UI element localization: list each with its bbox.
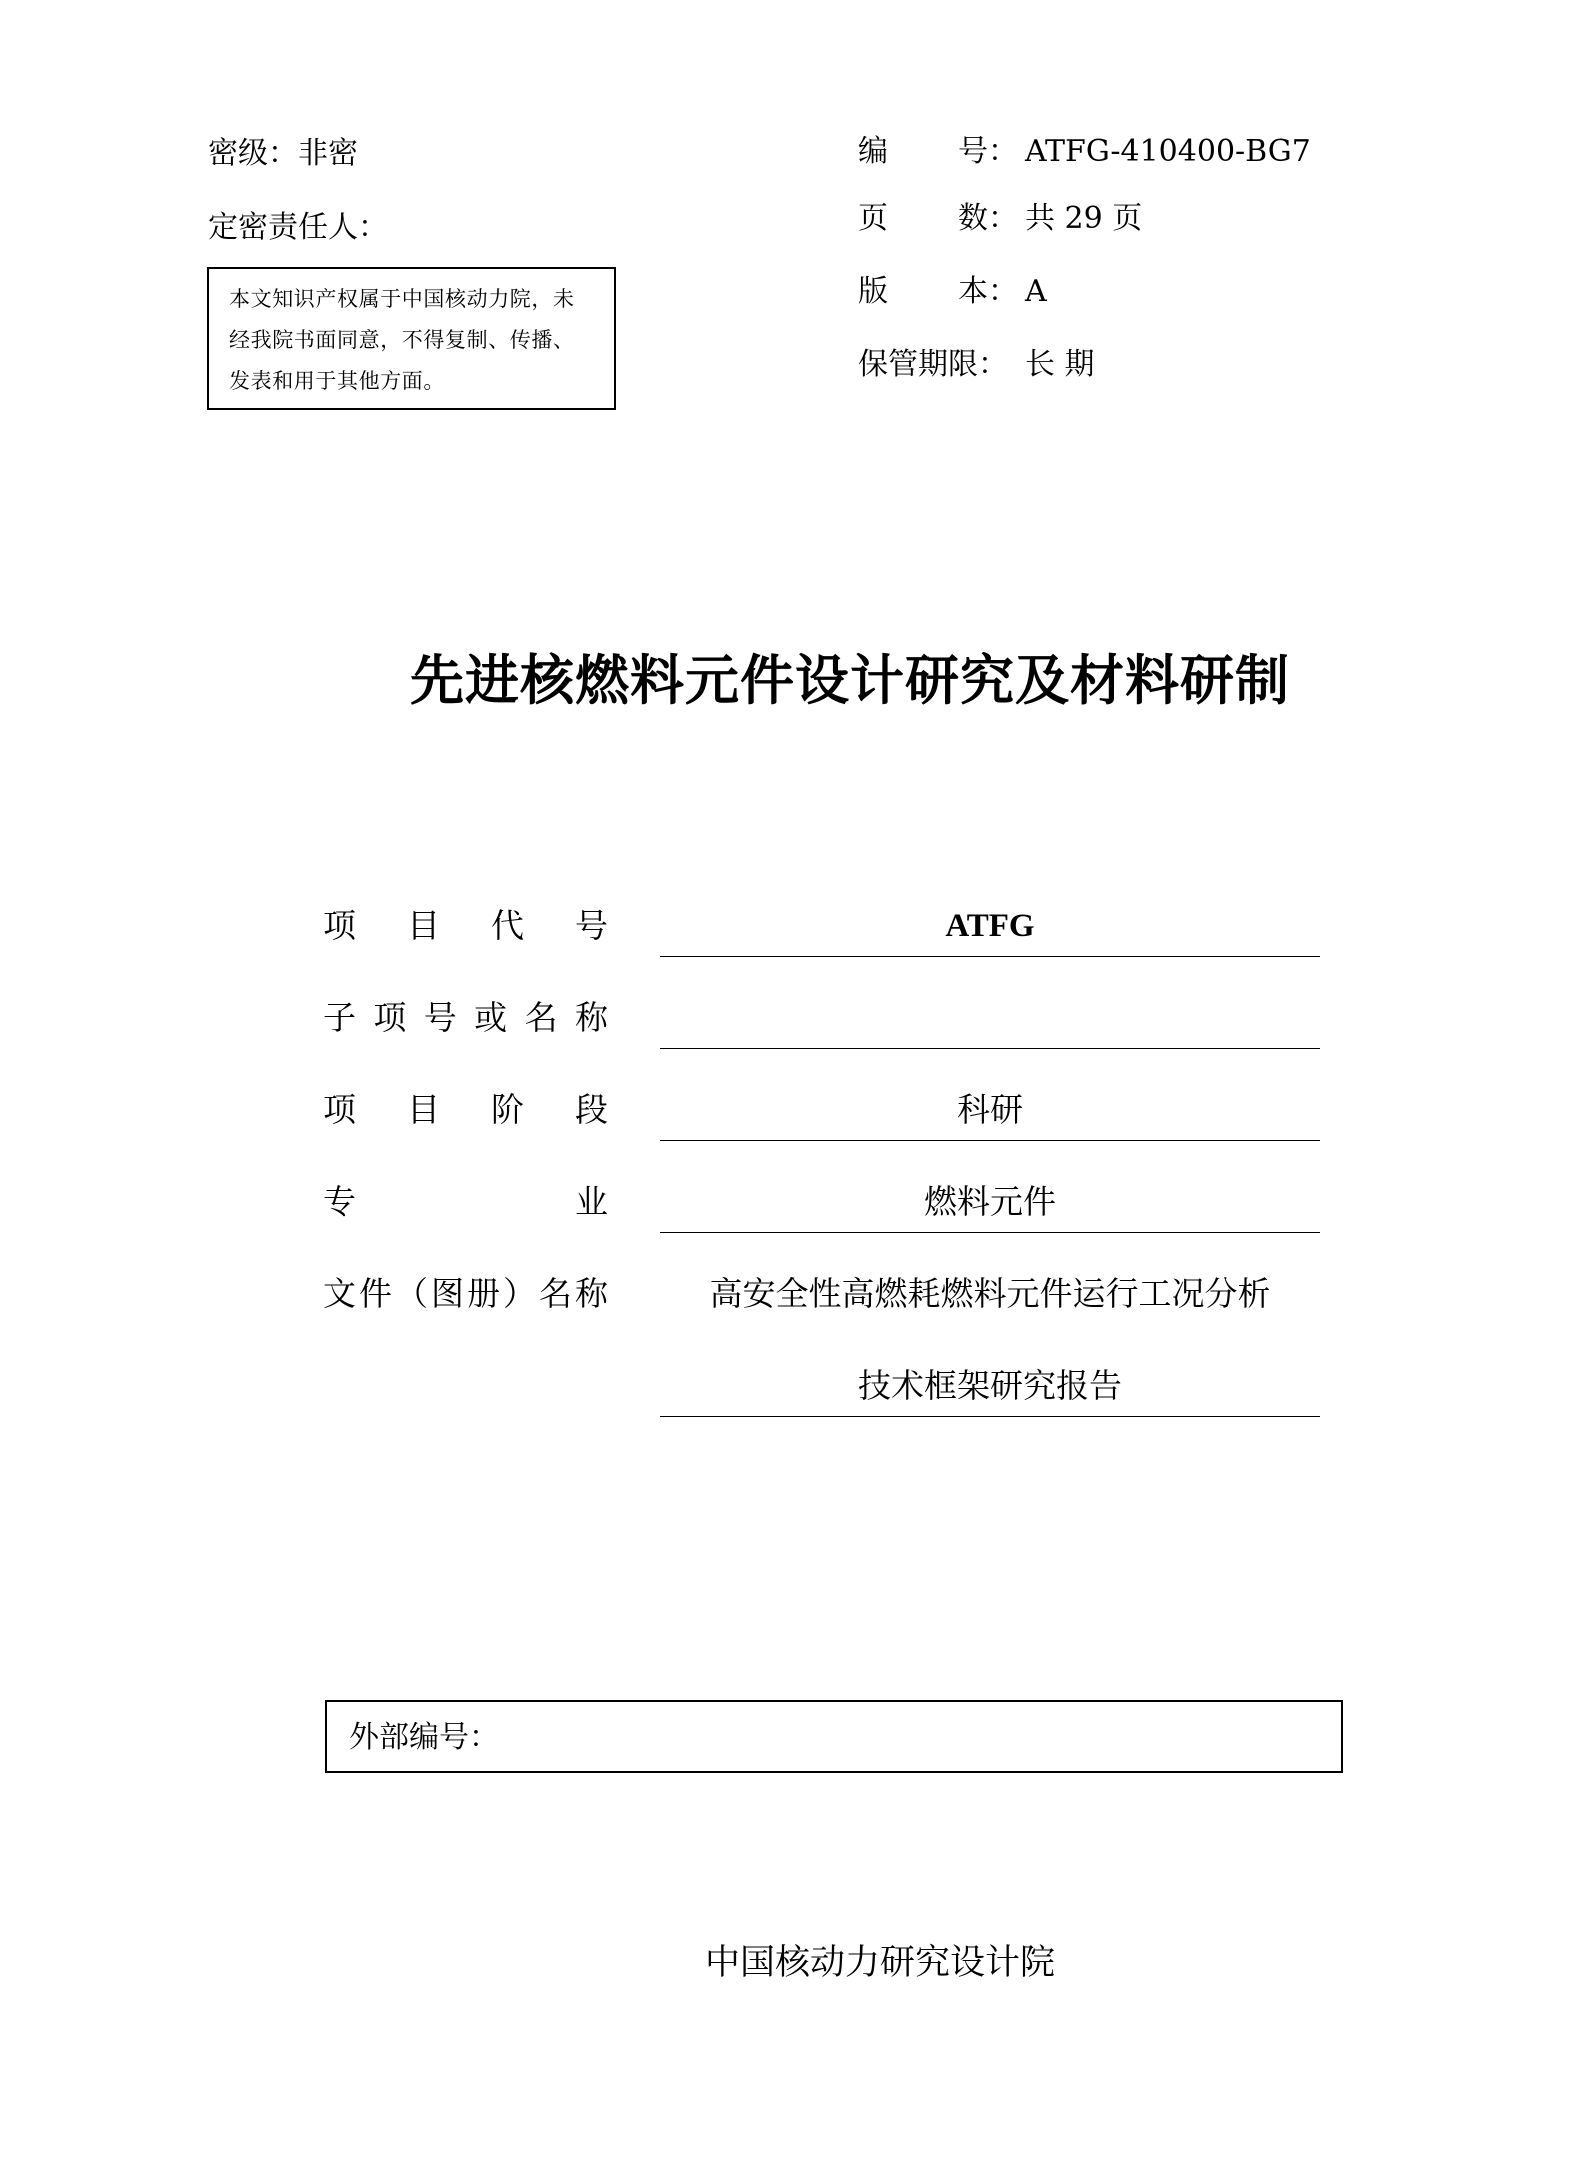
retention-value: 长 期 (1025, 347, 1095, 382)
external-number-label: 外部编号： (349, 1720, 499, 1755)
retention-label: 保管期限： (858, 347, 1008, 382)
project-code-label: 项 目 代 号 (323, 906, 608, 945)
project-stage-label: 项 目 阶 段 (323, 1090, 608, 1129)
institute-name: 中国核动力研究设计院 (704, 1943, 1055, 1983)
external-number-box (325, 1700, 1343, 1773)
copyright-notice: 本文知识产权属于中国核动力院，未经我院书面同意，不得复制、传播、发表和用于其他方面。 (207, 267, 616, 410)
page-count-label: 页 数： (858, 201, 1018, 236)
project-stage-value: 科研 (957, 1090, 1023, 1129)
document-title: 先进核燃料元件设计研究及材料研制 (410, 649, 1290, 712)
specialty-underline (660, 1232, 1320, 1233)
version-value: A (1025, 274, 1047, 309)
doc-number-value: ATFG-410400-BG7 (1025, 134, 1311, 169)
project-code-underline (660, 956, 1320, 957)
project-stage-underline (660, 1140, 1320, 1141)
doc-name-value-line1: 高安全性高燃耗燃料元件运行工况分析 (709, 1274, 1271, 1313)
version-label: 版 本： (858, 274, 1018, 309)
subproject-underline (660, 1048, 1320, 1049)
doc-name-label: 文 件 （ 图 册 ） 名 称 (323, 1274, 608, 1313)
doc-number-label: 编 号： (858, 134, 1018, 169)
page-count-value: 共 29 页 (1025, 201, 1143, 236)
classification-responsible: 定密责任人： (208, 210, 388, 245)
subproject-label: 子 项 号 或 名 称 (323, 998, 608, 1037)
doc-name-value-line2: 技术框架研究报告 (858, 1366, 1122, 1405)
specialty-label: 专 业 (323, 1182, 608, 1221)
project-code-value: ATFG (945, 908, 1035, 944)
doc-name-underline (660, 1416, 1320, 1417)
specialty-value: 燃料元件 (924, 1182, 1056, 1221)
classification-level: 密级：非密 (208, 136, 358, 171)
